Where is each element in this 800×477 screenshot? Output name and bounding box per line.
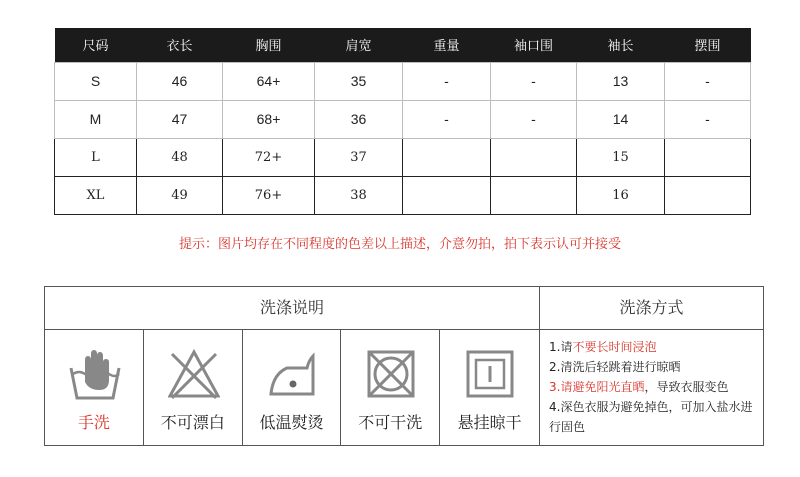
hand-wash-icon [69,346,121,402]
table-cell: 49 [137,176,223,214]
table-cell: 47 [137,100,223,138]
hand-wash-label: 手洗 [77,413,110,432]
table-cell: - [665,100,751,138]
no-dry-clean-label: 不可干洗 [358,413,423,432]
table-cell: 15 [577,138,665,176]
table-cell: 46 [137,62,223,100]
method-3-highlight: 3.请避免阳光直晒 [549,380,645,394]
no-bleach-icon [168,346,220,402]
table-cell: 38 [315,176,403,214]
wash-instructions-panel [44,286,764,446]
size-table-header-row [55,28,751,62]
table-cell: S [55,62,137,100]
table-cell: 36 [315,100,403,138]
table-cell: 35 [315,62,403,100]
care-item-hand-wash [45,330,144,446]
table-cell: M [55,100,137,138]
color-difference-notice: 提示：图片均存在不同程度的色差以上描述，介意勿拍，拍下表示认可并接受 [178,237,621,252]
table-cell: 16 [577,176,665,214]
wash-method-title: 洗涤方式 [619,298,684,317]
table-cell: - [403,62,491,100]
care-item-low-iron [243,330,342,446]
table-row [55,138,751,176]
size-table [54,28,751,215]
header-weight: 重量 [403,28,491,62]
table-row [55,100,751,138]
method-1-highlight: 不要长时间浸泡 [572,340,657,354]
header-size: 尺码 [55,28,137,62]
low-iron-label: 低温熨烫 [259,413,324,432]
line-dry-icon [464,346,516,402]
table-cell [491,176,577,214]
no-dry-clean-icon [365,346,417,402]
no-bleach-label: 不可漂白 [160,413,225,432]
method-item-3 [549,377,761,397]
method-item-2: 2.清洗后轻跳着进行晾晒 [549,360,681,374]
table-row [55,176,751,214]
table-cell [403,138,491,176]
table-cell: 13 [577,62,665,100]
table-cell: 76+ [223,176,315,214]
header-shoulder: 肩宽 [315,28,403,62]
header-sleeve: 袖长 [577,28,665,62]
table-cell: - [403,100,491,138]
table-cell: 48 [137,138,223,176]
table-cell [491,138,577,176]
low-iron-icon [267,346,319,402]
table-cell: - [665,62,751,100]
table-cell [665,138,751,176]
header-hem: 摆围 [665,28,751,62]
table-cell: L [55,138,137,176]
table-cell [403,176,491,214]
wash-instructions-title: 洗涤说明 [259,298,324,317]
care-icons-row [45,330,539,446]
table-cell: 68+ [223,100,315,138]
method-1-prefix: 1.请 [549,340,573,354]
wash-method-list [549,337,761,437]
table-cell: - [491,100,577,138]
method-item-4: 4.深色衣服为避免掉色，可加入盐水进行固色 [549,400,753,434]
care-item-line-dry [440,330,539,446]
method-item-1 [549,337,761,357]
header-bust: 胸围 [223,28,315,62]
line-dry-label: 悬挂晾干 [457,413,522,432]
header-cuff: 袖口围 [491,28,577,62]
table-cell [665,176,751,214]
header-length: 衣长 [137,28,223,62]
care-item-no-dry-clean [341,330,440,446]
method-3-suffix: ，导致衣服变色 [644,380,729,394]
table-cell: 37 [315,138,403,176]
table-cell: 72+ [223,138,315,176]
table-row [55,62,751,100]
table-cell: XL [55,176,137,214]
care-item-no-bleach [144,330,243,446]
table-cell: - [491,62,577,100]
table-cell: 64+ [223,62,315,100]
table-cell: 14 [577,100,665,138]
